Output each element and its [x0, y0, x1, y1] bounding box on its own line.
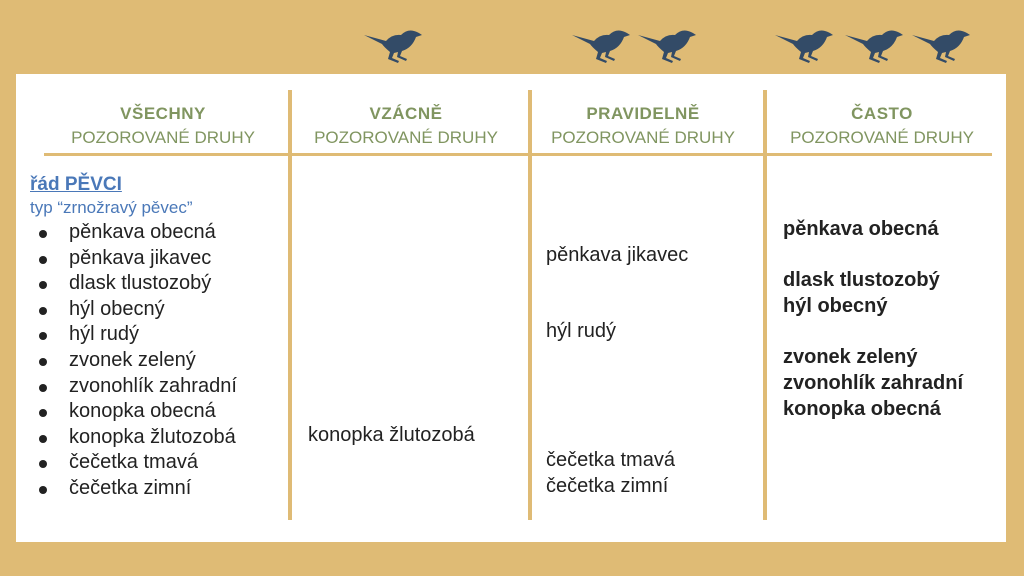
column-header-rare	[291, 104, 521, 148]
list-item: konopka obecná	[30, 399, 237, 425]
column-header-all	[48, 104, 278, 148]
bird-icon	[362, 24, 426, 64]
bird-icon	[910, 24, 974, 64]
column-header-regular	[528, 104, 758, 148]
order-title: řád PĚVCI	[30, 174, 122, 195]
all-species-list	[30, 220, 237, 502]
often-species: zvonohlík zahradní	[783, 372, 964, 394]
list-item: hýl obecný	[30, 297, 237, 323]
bird-icon	[636, 24, 700, 64]
column-subtitle: POZOROVANÉ DRUHY	[71, 128, 255, 147]
regular-species: čečetka tmavá	[546, 449, 675, 471]
list-item: dlask tlustozobý	[30, 271, 237, 297]
column-title: ČASTO	[851, 104, 913, 123]
list-item: hýl rudý	[30, 322, 237, 348]
regular-species: pěnkava jikavec	[546, 244, 689, 266]
list-item: zvonohlík zahradní	[30, 374, 237, 400]
column-title: VŠECHNY	[120, 104, 206, 123]
header-divider	[44, 153, 992, 156]
column-subtitle: POZOROVANÉ DRUHY	[551, 128, 735, 147]
often-species: hýl obecný	[783, 295, 888, 317]
bird-icon	[843, 24, 907, 64]
column-title: PRAVIDELNĚ	[586, 104, 700, 123]
bird-icon	[773, 24, 837, 64]
list-item: čečetka zimní	[30, 476, 237, 502]
often-species: dlask tlustozobý	[783, 269, 940, 291]
regular-species: hýl rudý	[546, 320, 617, 342]
column-subtitle: POZOROVANÉ DRUHY	[314, 128, 498, 147]
species-table	[16, 74, 1006, 542]
column-subtitle: POZOROVANÉ DRUHY	[790, 128, 974, 147]
list-item: konopka žlutozobá	[30, 425, 237, 451]
often-species: zvonek zelený	[783, 346, 918, 368]
bird-icon	[570, 24, 634, 64]
list-item: pěnkava jikavec	[30, 246, 237, 272]
often-species: pěnkava obecná	[783, 218, 939, 240]
often-species: konopka obecná	[783, 398, 941, 420]
list-item: pěnkava obecná	[30, 220, 237, 246]
rare-species: konopka žlutozobá	[308, 424, 475, 446]
order-type: typ “zrnožravý pěvec”	[30, 198, 193, 217]
list-item: čečetka tmavá	[30, 450, 237, 476]
list-item: zvonek zelený	[30, 348, 237, 374]
column-header-often	[767, 104, 997, 148]
column-title: VZÁCNĚ	[369, 104, 443, 123]
regular-species: čečetka zimní	[546, 475, 669, 497]
